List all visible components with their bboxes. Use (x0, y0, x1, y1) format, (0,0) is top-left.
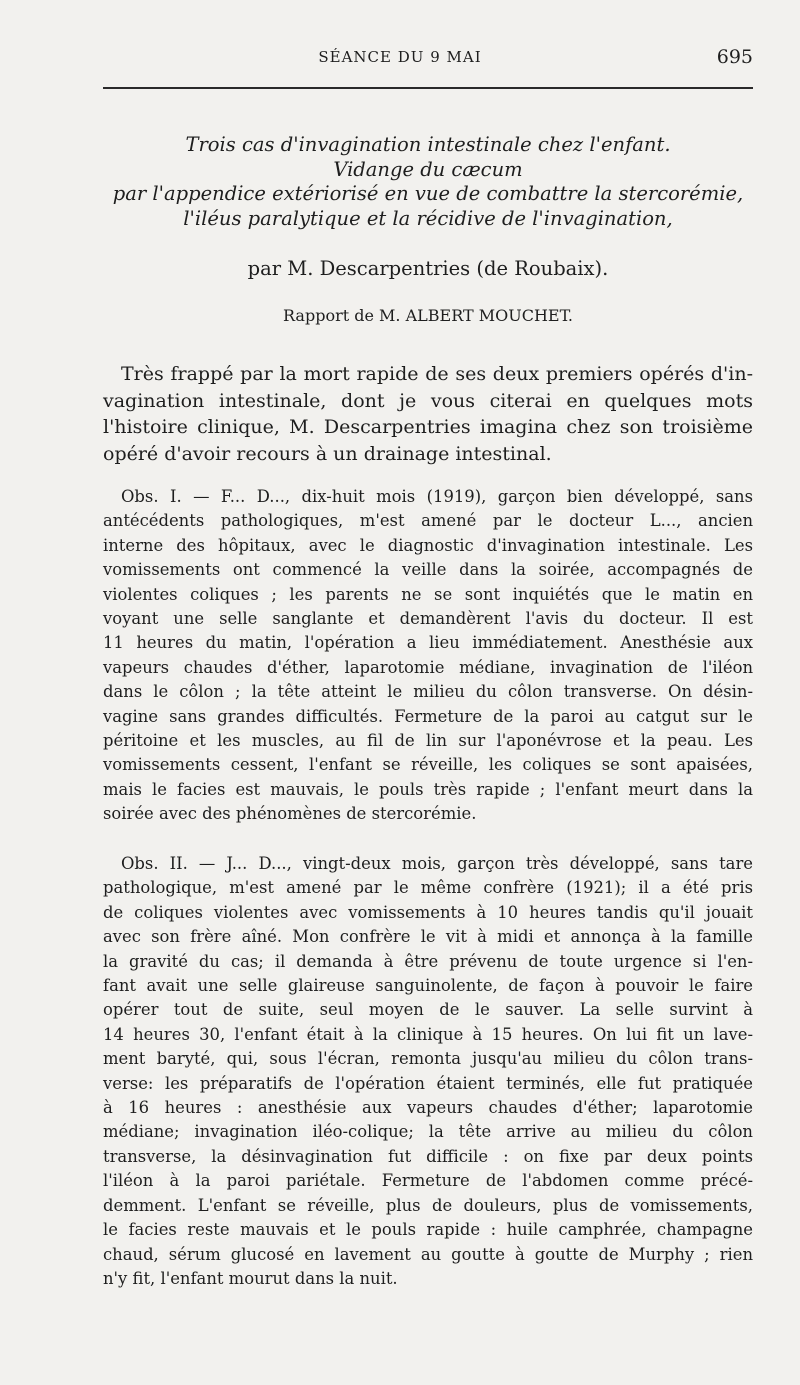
obs1-line: vagine sans grandes difficultés. Fermeture de la paroi au catgut sur le (103, 706, 753, 726)
article-title (103, 133, 753, 231)
obs1-line: 11 heures du matin, l'opération a lieu immédiatement. Anesthésie aux (103, 633, 753, 653)
intro-line: l'histoire clinique, M. Descarpentries imagina chez son troisième (103, 416, 753, 439)
obs2-line: Obs. II. — J... D..., vingt-deux mois, garçon très développé, sans tare (121, 854, 753, 873)
obs2-line: pathologique, m'est amené par le même confrère (1921); il a été pris (103, 878, 753, 898)
obs1-line: vapeurs chaudes d'éther, laparotomie médiane, invagination de l'iléon (103, 657, 753, 677)
title-line: l'iléus paralytique et la récidive de l'invagination, (183, 206, 673, 230)
report-by: Rapport de M. ALBERT MOUCHET. (283, 306, 573, 325)
obs1-line: mais le facies est mauvais, le pouls très rapide ; l'enfant meurt dans la (103, 779, 753, 799)
observation-1 (103, 485, 753, 827)
obs2-line: ment baryté, qui, sous l'écran, remonta jusqu'au milieu du côlon trans- (103, 1049, 753, 1069)
obs2-line: avec son frère aîné. Mon confrère le vit à midi et annonça à la famille (103, 927, 753, 947)
intro-line: Très frappé par la mort rapide de ses deux premiers opérés d'in- (121, 363, 753, 385)
obs2-line: transverse, la désinvagination fut difficile : on fixe par deux points (103, 1146, 753, 1166)
obs1-line: péritoine et les muscles, au fil de lin sur l'aponévrose et la peau. Les (103, 731, 753, 751)
obs2-line: chaud, sérum glucosé en lavement au goutte à goutte de Murphy ; rien (103, 1244, 753, 1264)
obs1-line: vomissements cessent, l'enfant se réveille, les coliques se sont apaisées, (103, 755, 753, 775)
obs2-line: demment. L'enfant se réveille, plus de douleurs, plus de vomissements, (103, 1195, 753, 1215)
obs2-line: la gravité du cas; il demanda à être prévenu de toute urgence si l'en- (103, 951, 753, 971)
obs2-line: le facies reste mauvais et le pouls rapide : huile camphrée, champagne (103, 1220, 753, 1240)
obs2-line: l'iléon à la paroi pariétale. Fermeture de l'abdomen comme précé- (103, 1171, 753, 1191)
obs2-line: opérer tout de suite, seul moyen de le sauver. La selle survint à (103, 1000, 753, 1020)
title-line: par l'appendice extériorisé en vue de combattre la stercorémie, (112, 182, 744, 205)
obs1-line: voyant une selle sanglante et demandèrent l'avis du docteur. Il est (103, 609, 753, 629)
page-number: 695 (716, 46, 753, 68)
observation-2 (103, 852, 753, 1291)
header-rule (103, 87, 753, 89)
obs1-line: soirée avec des phénomènes de stercorémie. (103, 804, 477, 824)
intro-line: vagination intestinale, dont je vous citerai en quelques mots (103, 389, 753, 412)
obs2-line: 14 heures 30, l'enfant était à la clinique à 15 heures. On lui fit un lave- (103, 1024, 753, 1044)
obs2-line: à 16 heures : anesthésie aux vapeurs chaudes d'éther; laparotomie (103, 1098, 753, 1118)
obs2-line: de coliques violentes avec vomissements à 10 heures tandis qu'il jouait (103, 902, 753, 922)
obs1-line: violentes coliques ; les parents ne se sont inquiétés que le matin en (103, 584, 753, 604)
obs1-line: antécédents pathologiques, m'est amené par le docteur L..., ancien (103, 511, 753, 531)
obs1-line: dans le côlon ; la tête atteint le milieu du côlon transverse. On désin- (103, 682, 753, 702)
obs2-line: n'y fit, l'enfant mourut dans la nuit. (103, 1268, 398, 1288)
obs1-line: vomissements ont commencé la veille dans la soirée, accompagnés de (103, 560, 753, 580)
obs1-line: interne des hôpitaux, avec le diagnostic d'invagination intestinale. Les (103, 535, 753, 555)
running-header: SÉANCE DU 9 MAI (318, 48, 482, 66)
title-line: Trois cas d'invagination intestinale chez l'enfant. (185, 133, 671, 156)
obs2-line: fant avait une selle glaireuse sanguinolente, de façon à pouvoir le faire (103, 976, 753, 996)
obs1-line: Obs. I. — F... D..., dix-huit mois (1919), garçon bien développé, sans (121, 487, 753, 506)
intro-paragraph (103, 361, 753, 467)
obs2-line: médiane; invagination iléo-colique; la tête arrive au milieu du côlon (103, 1122, 753, 1142)
obs2-line: verse: les préparatifs de l'opération étaient terminés, elle fut pratiquée (103, 1073, 753, 1093)
author-byline: par M. Descarpentries (de Roubaix). (247, 257, 609, 280)
intro-line: opéré d'avoir recours à un drainage intestinal. (103, 442, 552, 465)
title-line: Vidange du cæcum (333, 157, 523, 181)
